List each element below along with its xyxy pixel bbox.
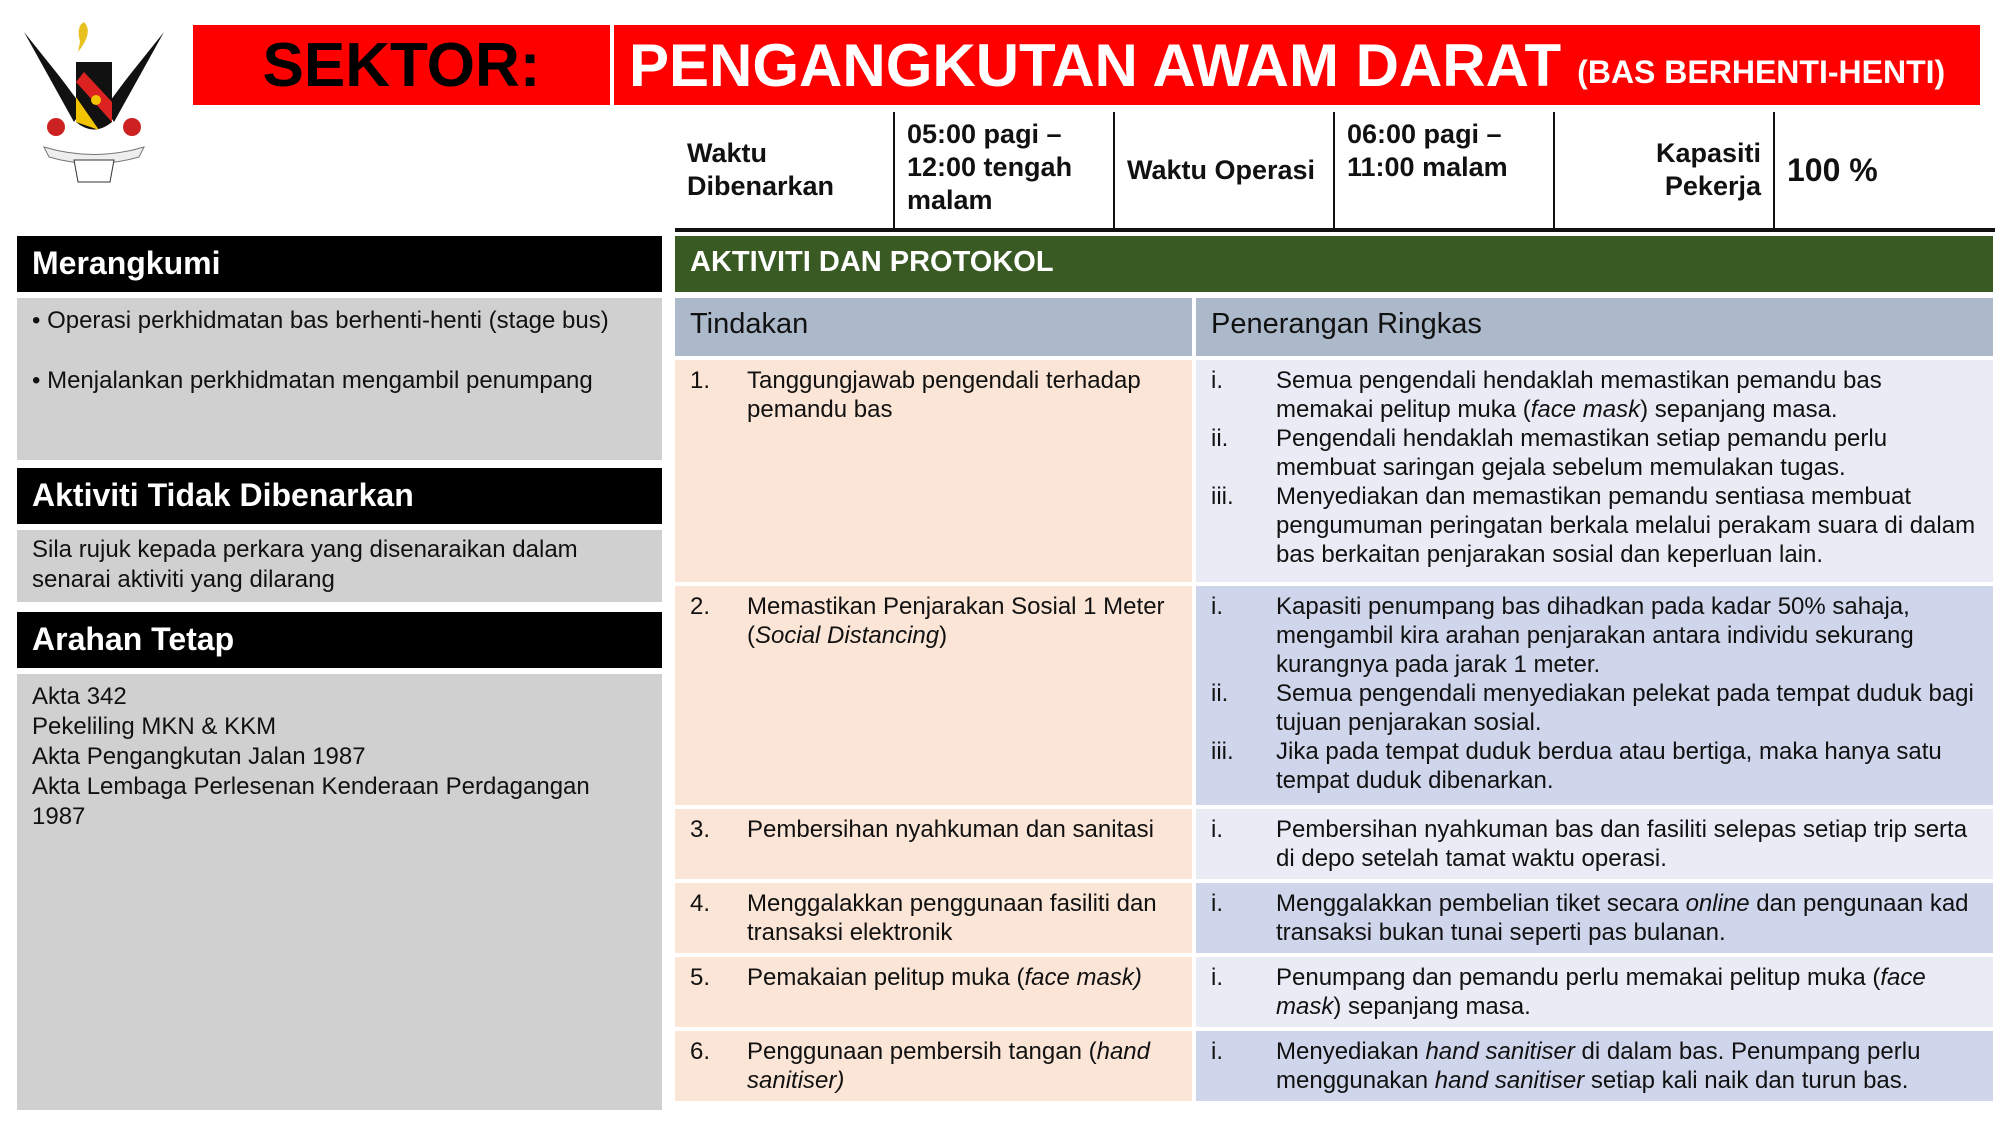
description-cell	[1196, 883, 1993, 953]
text-segment: di dalam bas. Penumpang perlu menggunakan	[1276, 1038, 1921, 1094]
description-item	[1211, 963, 1978, 1021]
action-text	[747, 963, 1142, 1021]
action-cell	[675, 586, 1192, 805]
text-segment: hand sanitiser)	[747, 1038, 1150, 1094]
description-text	[1276, 889, 1978, 947]
roman-numeral: i.	[1211, 367, 1223, 394]
description-item	[1211, 889, 1978, 947]
row-number: 5.	[690, 964, 711, 991]
description-item	[1211, 482, 1978, 569]
text-segment: Penumpang dan pemandu perlu memakai pelitup muka (	[1276, 964, 1881, 991]
protocol-table-body	[675, 360, 1993, 1101]
directive-item: Akta 342	[32, 683, 127, 710]
text-segment: ) sepanjang masa.	[1333, 993, 1531, 1020]
allowed-hours-value: 05:00 pagi – 12:00 tengah malam	[895, 112, 1115, 228]
description-cell	[1196, 1031, 1993, 1101]
row-number: 6.	[690, 1038, 711, 1065]
sector-title	[614, 25, 1980, 105]
description-cell	[1196, 360, 1993, 582]
scope-item: • Menjalankan perkhidmatan mengambil penumpang	[32, 367, 593, 394]
operation-hours-label: Waktu Operasi	[1115, 112, 1335, 228]
text-segment: Semua pengendali menyediakan pelekat pada tempat duduk bagi tujuan penjarakan sosial.	[1276, 680, 1974, 736]
protocol-heading: AKTIVITI DAN PROTOKOL	[675, 236, 1993, 292]
text-segment: Pembersihan nyahkuman dan sanitasi	[747, 816, 1154, 843]
directive-item: Pekeliling MKN & KKM	[32, 713, 277, 740]
protocol-row	[675, 809, 1993, 879]
action-text	[747, 889, 1177, 947]
roman-numeral: ii.	[1211, 425, 1229, 452]
text-segment: Menyediakan	[1276, 1038, 1426, 1065]
description-text	[1276, 592, 1978, 679]
description-item	[1211, 815, 1978, 873]
text-segment: Jika pada tempat duduk berdua atau bertiga, maka hanya satu tempat duduk dibenarkan.	[1276, 738, 1942, 794]
roman-numeral: i.	[1211, 816, 1223, 843]
scope-box	[17, 298, 662, 460]
description-item	[1211, 679, 1978, 737]
directive-item: Akta Pengangkutan Jalan 1987	[32, 743, 366, 770]
description-text	[1276, 366, 1978, 424]
action-cell	[675, 883, 1192, 953]
roman-numeral: iii.	[1211, 483, 1234, 510]
text-segment: Penggunaan pembersih tangan (	[747, 1038, 1097, 1065]
column-header-action: Tindakan	[675, 298, 1192, 356]
description-text	[1276, 1037, 1978, 1095]
sarawak-coat-of-arms-logo	[14, 12, 174, 184]
action-cell	[675, 957, 1192, 1027]
roman-numeral: i.	[1211, 1038, 1223, 1065]
allowed-hours-label: Waktu Dibenarkan	[675, 112, 895, 228]
text-segment: Social Distancing	[755, 622, 940, 649]
roman-numeral: i.	[1211, 964, 1223, 991]
text-segment: Pembersihan nyahkuman bas dan fasiliti selepas setiap trip serta di depo setelah tamat waktu operasi.	[1276, 816, 1968, 872]
description-text	[1276, 737, 1978, 795]
sector-name: PENGANGKUTAN AWAM DARAT	[629, 31, 1562, 99]
text-segment: face mask	[1276, 964, 1926, 1020]
action-cell	[675, 1031, 1192, 1101]
protocol-row	[675, 360, 1993, 582]
action-cell	[675, 809, 1192, 879]
text-segment: setiap kali naik dan turun bas.	[1584, 1067, 1909, 1094]
sector-label: SEKTOR:	[193, 25, 610, 105]
text-segment: Kapasiti penumpang bas dihadkan pada kadar 50% sahaja, mengambil kira arahan penjarakan antara individu sekurang kurangnya pada jarak 1 meter.	[1276, 593, 1914, 678]
description-text	[1276, 482, 1978, 569]
roman-numeral: i.	[1211, 890, 1223, 917]
directive-heading: Arahan Tetap	[17, 612, 662, 668]
text-segment: Semua pengendali hendaklah memastikan pemandu bas memakai pelitup muka (	[1276, 367, 1882, 423]
description-item	[1211, 737, 1978, 795]
text-segment: hand sanitiser	[1425, 1038, 1575, 1065]
description-item	[1211, 592, 1978, 679]
forbidden-text: Sila rujuk kepada perkara yang disenaraikan dalam senarai aktiviti yang dilarang	[17, 530, 662, 602]
text-segment: Menggalakkan pembelian tiket secara	[1276, 890, 1686, 917]
description-cell	[1196, 586, 1993, 805]
text-segment: Memastikan Penjarakan Sosial 1 Meter (	[747, 593, 1165, 649]
text-segment: Menyediakan dan memastikan pemandu sentiasa membuat pengumuman peringatan berkala melalui perakam suara di dalam bas berkaitan penjarakan sosial dan keperluan lain.	[1276, 483, 1976, 568]
text-segment: Menggalakkan penggunaan fasiliti dan transaksi elektronik	[747, 890, 1157, 946]
text-segment: ) sepanjang masa.	[1640, 396, 1838, 423]
text-segment: face mask)	[1024, 964, 1142, 991]
description-item	[1211, 424, 1978, 482]
scope-heading: Merangkumi	[17, 236, 662, 292]
description-item	[1211, 1037, 1978, 1095]
action-text	[747, 366, 1177, 576]
row-number: 1.	[690, 367, 711, 394]
action-text	[747, 1037, 1177, 1095]
directive-box	[17, 674, 662, 1110]
description-cell	[1196, 957, 1993, 1027]
description-text	[1276, 815, 1978, 873]
row-number: 3.	[690, 816, 711, 843]
description-text	[1276, 963, 1978, 1021]
action-text	[747, 815, 1154, 873]
column-header-description: Penerangan Ringkas	[1196, 298, 1993, 356]
operation-hours-value: 06:00 pagi – 11:00 malam	[1335, 112, 1555, 228]
description-cell	[1196, 809, 1993, 879]
directive-item: Akta Lembaga Perlesenan Kenderaan Perdagangan 1987	[32, 773, 590, 830]
text-segment: Pemakaian pelitup muka (	[747, 964, 1025, 991]
worker-capacity-label: Kapasiti Pekerja	[1555, 112, 1775, 228]
action-cell	[675, 360, 1192, 582]
text-segment: dan pengunaan kad transaksi bukan tunai seperti pas bulanan.	[1276, 890, 1969, 946]
roman-numeral: i.	[1211, 593, 1223, 620]
protocol-row	[675, 1031, 1993, 1101]
info-table	[675, 112, 1995, 232]
protocol-row	[675, 957, 1993, 1027]
forbidden-heading: Aktiviti Tidak Dibenarkan	[17, 468, 662, 524]
roman-numeral: ii.	[1211, 680, 1229, 707]
text-segment: face mask	[1530, 396, 1641, 423]
text-segment: Pengendali hendaklah memastikan setiap pemandu perlu membuat saringan gejala sebelum memulakan tugas.	[1276, 425, 1888, 481]
row-number: 2.	[690, 593, 711, 620]
sector-subtitle: (BAS BERHENTI-HENTI)	[1577, 53, 1946, 90]
worker-capacity-value: 100 %	[1787, 151, 1878, 188]
description-text	[1276, 679, 1978, 737]
text-segment: hand sanitiser	[1434, 1067, 1585, 1094]
row-number: 4.	[690, 890, 711, 917]
description-text	[1276, 424, 1978, 482]
text-segment: )	[939, 622, 948, 649]
text-segment: Tanggungjawab pengendali terhadap pemandu bas	[747, 367, 1141, 423]
text-segment: online	[1685, 890, 1750, 917]
action-text	[747, 592, 1177, 799]
description-item	[1211, 366, 1978, 424]
roman-numeral: iii.	[1211, 738, 1234, 765]
scope-item: • Operasi perkhidmatan bas berhenti-henti (stage bus)	[32, 307, 609, 334]
protocol-row	[675, 883, 1993, 953]
protocol-row	[675, 586, 1993, 805]
